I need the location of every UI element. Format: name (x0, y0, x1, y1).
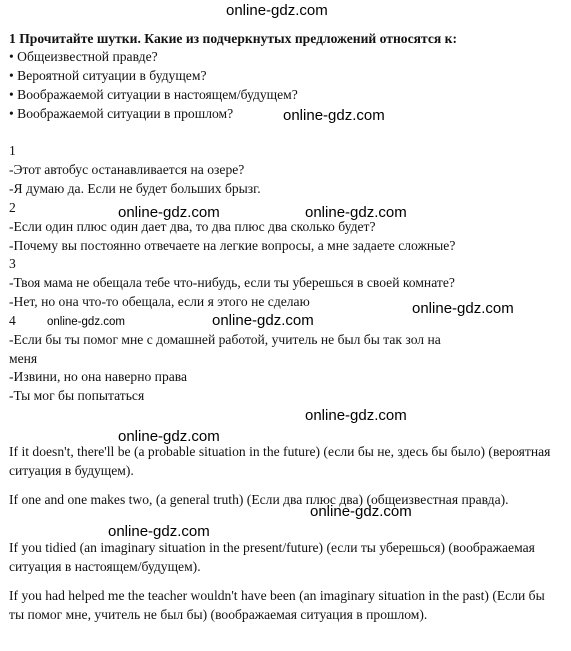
watermark: online-gdz.com (118, 428, 220, 445)
answer-paragraph: If you had helped me the teacher wouldn't have been (an imaginary situation in the past) (Если бы ты помог мне, учитель не был бы) (воображаемая ситуация в прошлом). (9, 588, 545, 622)
watermark: online-gdz.com (310, 503, 412, 520)
watermark: online-gdz.com (412, 300, 514, 317)
joke-line: -Извини, но она наверно права (9, 369, 188, 384)
watermark: online-gdz.com (305, 204, 407, 221)
task-option: • Воображаемой ситуации в прошлом? (9, 106, 234, 121)
task-title: 1 Прочитайте шутки. Какие из подчеркнутых предложений относятся к: (9, 31, 457, 46)
joke-line: меня (9, 351, 38, 366)
answer-paragraph: If you tidied (an imaginary situation in the present/future) (если ты уберешься) (воображаемая ситуация в настоящем/будущем). (9, 540, 535, 574)
joke-line: -Почему вы постоянно отвечаете на легкие вопросы, а мне задаете сложные? (9, 238, 456, 253)
watermark: online-gdz.com (212, 312, 314, 329)
joke-line: -Если один плюс один дает два, то два плюс два сколько будет? (9, 219, 376, 234)
task-option: • Воображаемой ситуации в настоящем/будущем? (9, 87, 298, 102)
joke-number: 4 (9, 313, 16, 328)
watermark: online-gdz.com (226, 2, 328, 19)
joke-number: 3 (9, 256, 16, 271)
answer-paragraph: If it doesn't, there'll be (a probable situation in the future) (если бы не, здесь бы было) (вероятная ситуация в будущем). (9, 444, 551, 478)
watermark: online-gdz.com (47, 316, 125, 328)
watermark: online-gdz.com (305, 407, 407, 424)
joke-number: 1 (9, 143, 16, 158)
joke-line: -Твоя мама не обещала тебе что-нибудь, если ты уберешься в своей комнате? (9, 275, 455, 290)
watermark: online-gdz.com (108, 523, 210, 540)
task-option: • Вероятной ситуации в будущем? (9, 68, 207, 83)
joke-number: 2 (9, 200, 16, 215)
joke-line: -Я думаю да. Если не будет больших брызг. (9, 181, 261, 196)
joke-line: -Нет, но она что-то обещала, если я этого не сделаю (9, 294, 310, 309)
watermark: online-gdz.com (283, 107, 385, 124)
watermark: online-gdz.com (118, 204, 220, 221)
joke-line: -Ты мог бы попытаться (9, 388, 145, 403)
joke-line: -Этот автобус останавливается на озере? (9, 162, 245, 177)
answer-paragraph: If one and one makes two, (a general truth) (Если два плюс два) (общеизвестная правда). (9, 492, 509, 507)
joke-line: -Если бы ты помог мне с домашней работой, учитель не был бы так зол на (9, 332, 441, 347)
task-option: • Общеизвестной правде? (9, 49, 158, 64)
